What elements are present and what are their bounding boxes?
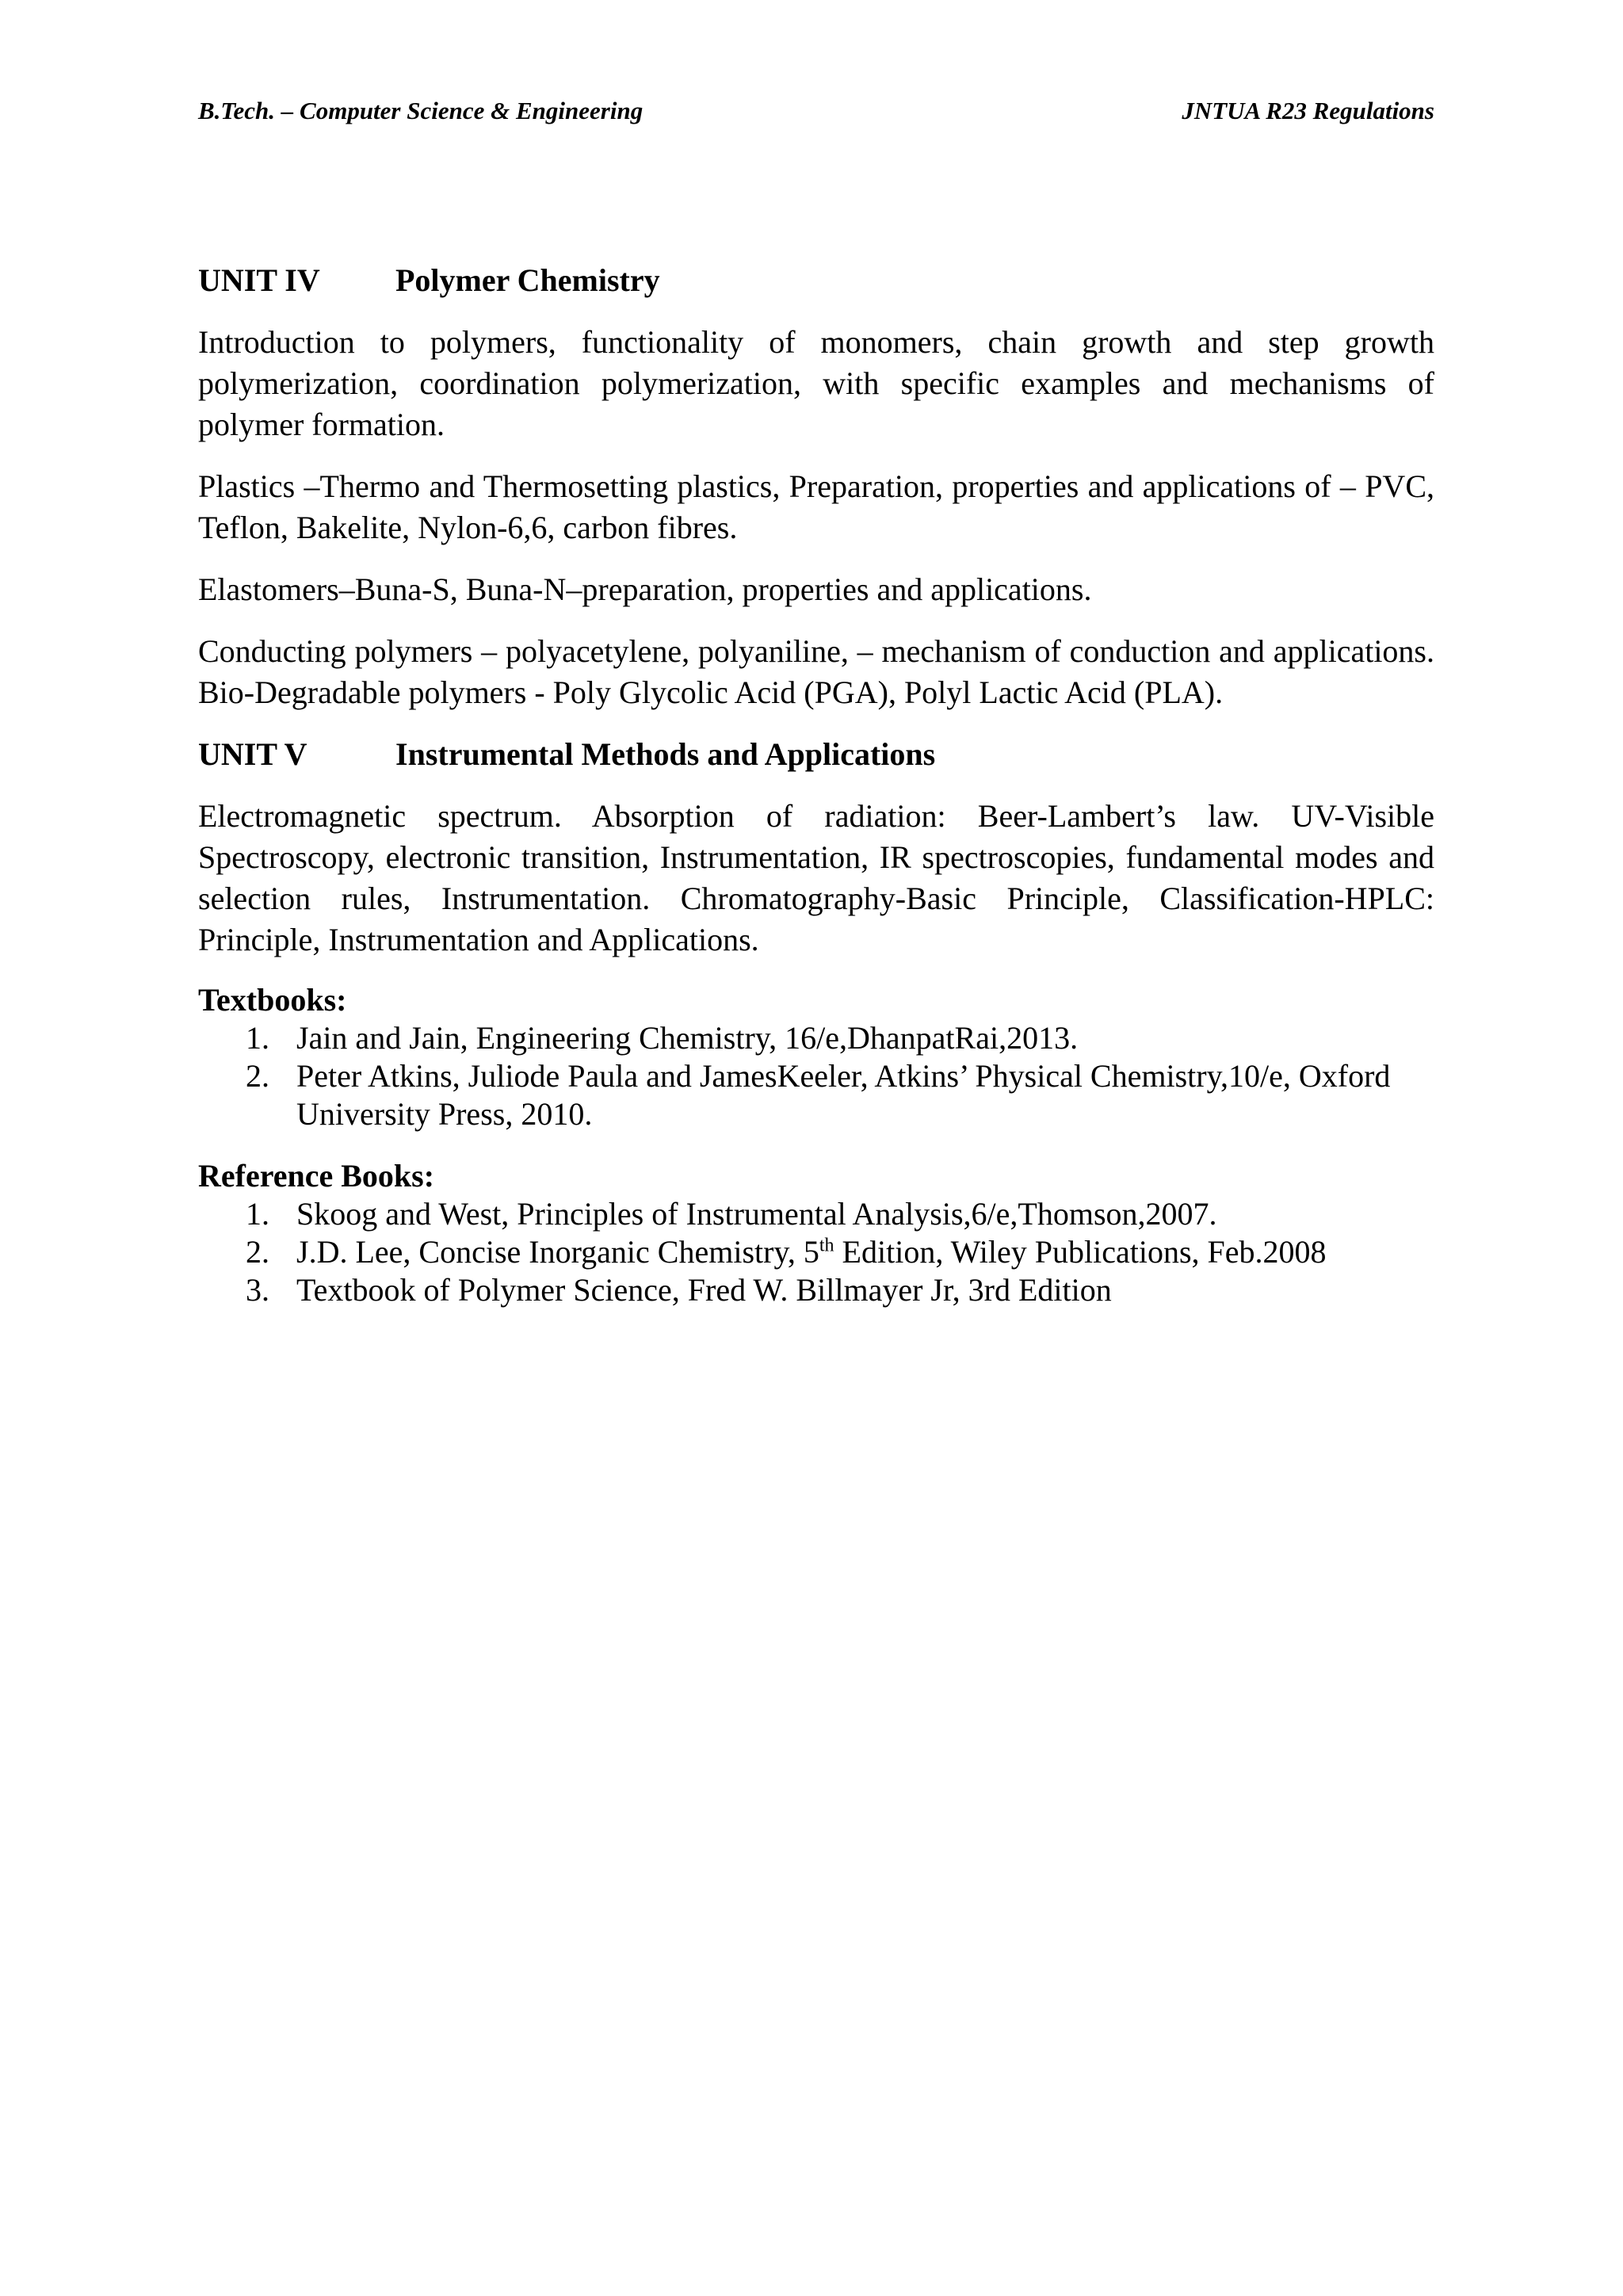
unit-5-number: UNIT V bbox=[198, 736, 307, 772]
running-header bbox=[198, 97, 1434, 133]
list-item-number: 2. bbox=[246, 1058, 269, 1094]
textbooks-heading: Textbooks: bbox=[198, 982, 347, 1018]
list-item-number: 3. bbox=[246, 1272, 269, 1308]
list-item-text-start: J.D. Lee, Concise Inorganic Chemistry, 5 bbox=[296, 1234, 819, 1270]
header-regulations: JNTUA R23 Regulations bbox=[1182, 97, 1434, 124]
list-item-text: Textbook of Polymer Science, Fred W. Billmayer Jr, 3rd Edition bbox=[296, 1272, 1112, 1308]
list-item-number: 2. bbox=[246, 1234, 269, 1270]
list-item bbox=[198, 1019, 1434, 1057]
list-item-number: 1. bbox=[246, 1020, 269, 1056]
reference-books-heading: Reference Books: bbox=[198, 1158, 435, 1194]
list-item bbox=[198, 1057, 1434, 1133]
unit-4-heading bbox=[198, 260, 1434, 301]
list-item-text: Peter Atkins, Juliode Paula and JamesKeeler, Atkins’ Physical Chemistry,10/e, Oxford University Press, 2010. bbox=[296, 1058, 1391, 1132]
syllabus-content bbox=[198, 260, 1434, 1309]
unit-5-paragraph: Electromagnetic spectrum. Absorption of radiation: Beer-Lambert’s law. UV-Visible Spectroscopy, electronic transition, Instrumentation, IR spectroscopies, fundamental modes and selection rules, Instrumentation. Chromatography-Basic Principle, Classification-HPLC: Principle, Instrumentation and Applications. bbox=[198, 798, 1434, 957]
list-item-text bbox=[296, 1234, 1327, 1270]
header-program: B.Tech. – Computer Science & Engineering bbox=[198, 97, 643, 124]
list-item-text-end: Edition, Wiley Publications, Feb.2008 bbox=[834, 1234, 1327, 1270]
list-item-number: 1. bbox=[246, 1196, 269, 1232]
list-item bbox=[198, 1195, 1434, 1233]
superscript-ordinal: th bbox=[819, 1235, 834, 1256]
unit-4-paragraph: Conducting polymers – polyacetylene, polyaniline, – mechanism of conduction and applications. Bio-Degradable polymers - Poly Glycolic Acid (PGA), Polyl Lactic Acid (PLA). bbox=[198, 633, 1434, 710]
unit-4-number: UNIT IV bbox=[198, 262, 320, 298]
unit-5-heading bbox=[198, 734, 1434, 775]
list-item bbox=[198, 1271, 1434, 1309]
list-item-text: Jain and Jain, Engineering Chemistry, 16/e,DhanpatRai,2013. bbox=[296, 1020, 1079, 1056]
list-item-text: Skoog and West, Principles of Instrumental Analysis,6/e,Thomson,2007. bbox=[296, 1196, 1217, 1232]
unit-4-paragraph: Elastomers–Buna-S, Buna-N–preparation, properties and applications. bbox=[198, 571, 1092, 607]
unit-4-paragraph: Introduction to polymers, functionality of monomers, chain growth and step growth polymerization, coordination polymerization, with specific examples and mechanisms of polymer formation. bbox=[198, 324, 1434, 442]
unit-5-title: Instrumental Methods and Applications bbox=[395, 736, 936, 772]
list-item bbox=[198, 1233, 1434, 1271]
spacer bbox=[198, 1133, 1434, 1157]
textbooks-list bbox=[198, 1019, 1434, 1133]
reference-books-list bbox=[198, 1195, 1434, 1309]
unit-4-title: Polymer Chemistry bbox=[395, 262, 660, 298]
unit-4-paragraph: Plastics –Thermo and Thermosetting plastics, Preparation, properties and applications of – PVC, Teflon, Bakelite, Nylon-6,6, carbon fibres. bbox=[198, 468, 1434, 545]
